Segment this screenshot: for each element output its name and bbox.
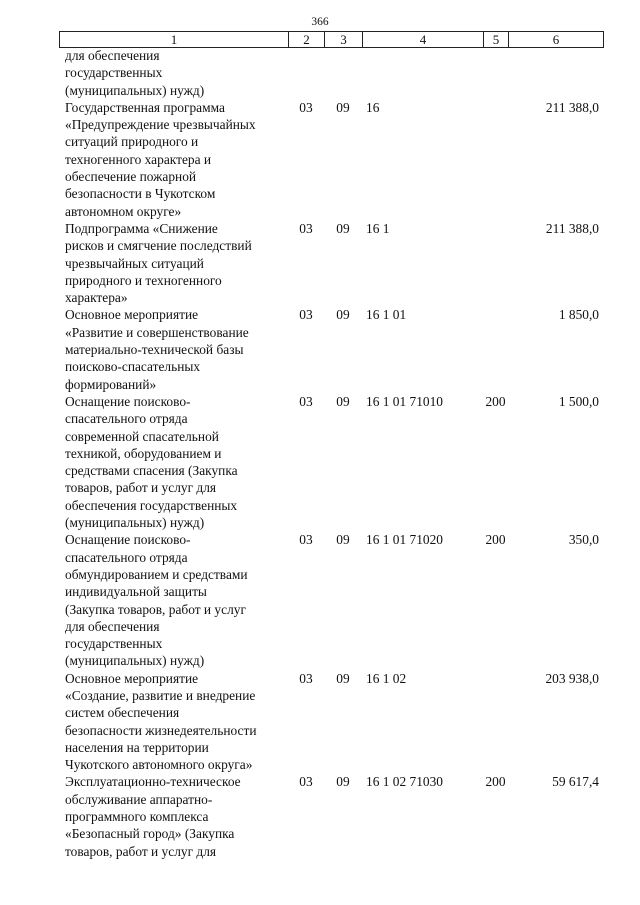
table-row [59, 47, 603, 99]
header-col-1: 1 [60, 32, 289, 48]
header-col-5: 5 [484, 32, 509, 48]
header-col-3: 3 [325, 32, 363, 48]
row-section: 03 [299, 220, 313, 236]
row-target-article: 16 1 [366, 220, 390, 236]
row-name: Основное мероприятие «Создание, развитие и внедрение систем обеспечения безопасности жизнедеятельности населения на территории Чукотского автономного округа» [65, 670, 257, 773]
row-name: Государственная программа «Предупреждение чрезвычайных ситуаций природного и техногенного характера и обеспечение пожарной безопасности в Чукотском автономном округе» [65, 99, 256, 219]
row-expense-type [483, 306, 508, 392]
row-section: 03 [299, 532, 313, 548]
row-subsection: 09 [336, 307, 350, 323]
row-amount: 59 617,4 [552, 774, 599, 790]
row-subsection: 09 [336, 99, 350, 115]
row-name: Основное мероприятие «Развитие и совершенствование материально-технической базы поисково-спасательных формирований» [65, 307, 249, 392]
row-expense-type [483, 99, 508, 220]
row-section: 03 [299, 99, 313, 115]
page-number: 366 [311, 16, 329, 28]
row-amount [508, 47, 603, 99]
table-row [59, 99, 603, 220]
header-col-6: 6 [509, 32, 604, 48]
table-header [59, 31, 604, 48]
row-name: Оснащение поисково- спасательного отряда обмундированием и средствами индивидуальной защиты (Закупка товаров, работ и услуг для обеспечения государственных (муниципальных) нужд) [65, 532, 248, 669]
row-expense-type: 200 [485, 774, 506, 790]
table-row [59, 670, 603, 774]
header-col-2: 2 [289, 32, 325, 48]
row-subsection: 09 [336, 532, 350, 548]
row-target-article: 16 1 02 [366, 670, 407, 686]
row-amount: 1 850,0 [558, 307, 599, 323]
row-section [288, 47, 324, 99]
row-section: 03 [299, 670, 313, 686]
table-row [59, 531, 603, 669]
row-expense-type [483, 220, 508, 306]
budget-table [59, 47, 603, 860]
row-target-article: 16 1 02 71030 [366, 774, 443, 790]
header-col-4: 4 [363, 32, 484, 48]
row-amount: 203 938,0 [545, 670, 599, 686]
row-amount: 211 388,0 [545, 99, 599, 115]
row-subsection: 09 [336, 220, 350, 236]
row-target-article [362, 47, 483, 99]
row-name: Эксплуатационно-техническое обслуживание аппаратно- программного комплекса «Безопасный город» (Закупка товаров, работ и услуг для [65, 774, 241, 859]
row-expense-type [483, 670, 508, 774]
row-target-article: 16 [366, 99, 380, 115]
row-section: 03 [299, 774, 313, 790]
row-subsection: 09 [336, 393, 350, 409]
row-expense-type: 200 [485, 532, 506, 548]
row-expense-type [483, 47, 508, 99]
row-section: 03 [299, 307, 313, 323]
header-row [60, 32, 604, 48]
row-section: 03 [299, 393, 313, 409]
row-name: Оснащение поисково- спасательного отряда современной спасательной техникой, оборудованием и средствами спасения (Закупка товаров, работ и услуг для обеспечения государственных (муниципальных) нужд) [65, 393, 238, 531]
row-expense-type: 200 [485, 393, 506, 409]
row-subsection [324, 47, 362, 99]
row-amount: 1 500,0 [558, 393, 599, 409]
table-row [59, 220, 603, 306]
row-amount: 211 388,0 [545, 220, 599, 236]
row-target-article: 16 1 01 71010 [366, 393, 443, 409]
table-row [59, 773, 603, 859]
row-subsection: 09 [336, 670, 350, 686]
row-name: для обеспечения государственных (муниципальных) нужд) [65, 48, 205, 98]
table-row [59, 393, 603, 531]
row-name: Подпрограмма «Снижение рисков и смягчение последствий чрезвычайных ситуаций природного и техногенного характера» [65, 220, 252, 306]
row-target-article: 16 1 01 71020 [366, 532, 443, 548]
row-target-article: 16 1 01 [366, 307, 407, 323]
row-subsection: 09 [336, 774, 350, 790]
table-row [59, 306, 603, 392]
row-amount: 350,0 [568, 532, 599, 548]
